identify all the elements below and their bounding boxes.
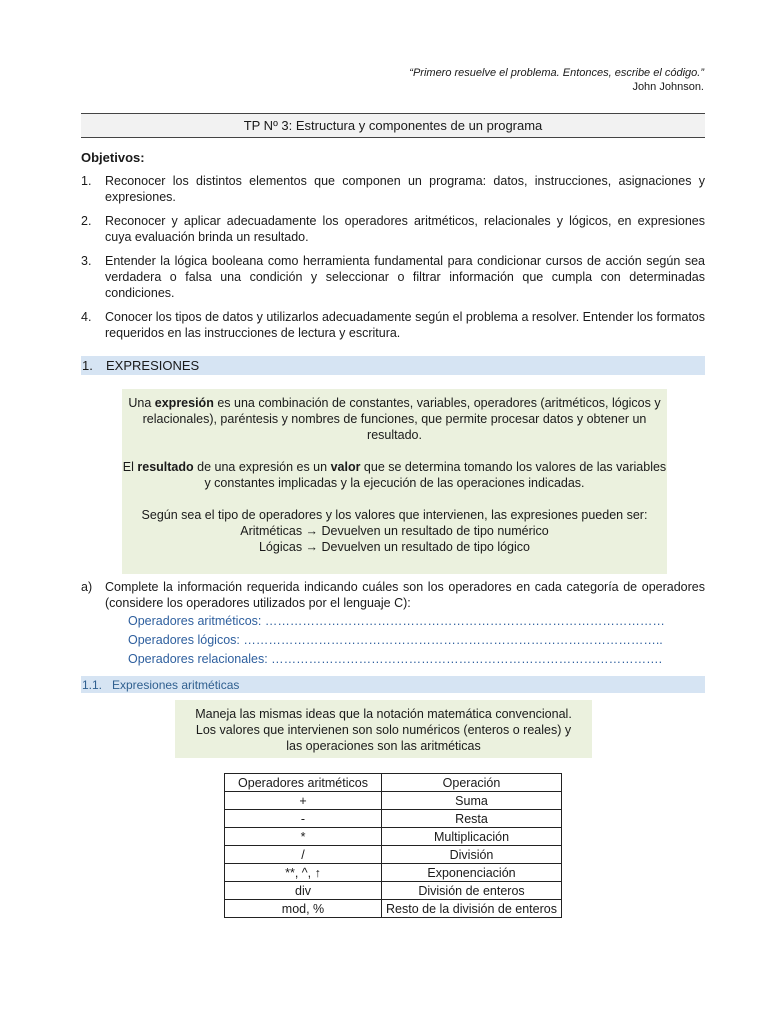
- table-row: [225, 864, 562, 882]
- logical-operators-line[interactable]: Operadores lógicos: ………………………………………………………………………………………..: [128, 633, 663, 647]
- text-span: El: [122, 460, 138, 474]
- table-row: [225, 810, 562, 828]
- operator-cell: +: [225, 792, 382, 810]
- types-intro: Según sea el tipo de operadores y los valores que intervienen, las expresiones pueden ser:: [141, 508, 648, 522]
- operator-cell: **, ^, ↑: [225, 864, 382, 882]
- list-item-number: 2.: [81, 214, 92, 228]
- definition-paragraph: [122, 395, 667, 443]
- section-title: EXPRESIONES: [106, 358, 200, 373]
- operation-cell: Resta: [382, 810, 562, 828]
- operator-cell: /: [225, 846, 382, 864]
- section-heading-expresiones: [81, 356, 705, 375]
- operation-cell: Resto de la división de enteros: [382, 900, 562, 918]
- list-item-text: Reconocer y aplicar adecuadamente los operadores aritméticos, relacionales y lógicos, en expresiones cuya evaluación brinda un resultado.: [105, 214, 705, 244]
- table-row: [225, 900, 562, 918]
- list-item: [81, 173, 705, 205]
- list-item-number: 4.: [81, 310, 92, 324]
- objectives-list: [81, 173, 705, 349]
- table-row: [225, 792, 562, 810]
- result-paragraph: [122, 459, 667, 491]
- list-item-text: Conocer los tipos de datos y utilizarlos adecuadamente según el problema a resolver. Entender los formatos requeridos en las instrucciones de lectura y escritura.: [105, 310, 705, 340]
- list-item: [81, 213, 705, 245]
- bold-term: valor: [330, 460, 361, 474]
- epigraph: [409, 66, 704, 94]
- text-span: que se determina tomando los valores de las variables y constantes implicadas y la ejecución de las operaciones indicadas.: [204, 460, 667, 490]
- list-item-number: 3.: [81, 254, 92, 268]
- operator-cell: div: [225, 882, 382, 900]
- operation-cell: División de enteros: [382, 882, 562, 900]
- column-header: Operadores aritméticos: [225, 774, 382, 792]
- operator-cell: mod, %: [225, 900, 382, 918]
- epigraph-quote: “Primero resuelve el problema. Entonces, escribe el código.”: [409, 67, 704, 79]
- operation-cell: División: [382, 846, 562, 864]
- list-item-number: 1.: [81, 174, 92, 188]
- operators-fill-lines: [128, 612, 665, 669]
- question-text: Complete la información requerida indicando cuáles son los operadores en cada categoría de operadores (considere los operadores utilizados por el lenguaje C):: [105, 580, 705, 610]
- list-item: [81, 253, 705, 301]
- table-header-row: [225, 774, 562, 792]
- operator-cell: *: [225, 828, 382, 846]
- table-row: [225, 882, 562, 900]
- section-title: Expresiones aritméticas: [112, 677, 240, 692]
- table-row: [225, 846, 562, 864]
- definition-box: [122, 389, 667, 574]
- description-line: Los valores que intervienen son solo numéricos (enteros o reales) y: [195, 723, 572, 737]
- table-row: [225, 828, 562, 846]
- column-header: Operación: [382, 774, 562, 792]
- arithmetic-description-box: [175, 700, 592, 758]
- relational-operators-line[interactable]: Operadores relacionales: ………………………………………………………………………………….: [128, 652, 663, 666]
- type-arithmetic: Aritméticas → Devuelven un resultado de tipo numérico: [240, 524, 549, 538]
- arithmetic-operators-table: [224, 773, 562, 918]
- type-logical: Lógicas → Devuelven un resultado de tipo lógico: [258, 540, 530, 554]
- subsection-heading-arithmetic: [81, 676, 705, 693]
- section-number: 1.: [82, 358, 93, 373]
- list-item-text: Reconocer los distintos elementos que componen un programa: datos, instrucciones, asignaciones y expresiones.: [105, 174, 705, 204]
- bold-term: expresión: [154, 396, 214, 410]
- section-number: 1.1.: [82, 677, 103, 692]
- bold-term: resultado: [137, 460, 194, 474]
- text-span: Una: [128, 396, 155, 410]
- text-span: es una combinación de constantes, variables, operadores (aritméticos, lógicos y relacionales), paréntesis y nombres de funciones, que permite procesar datos y obtener un resultado.: [142, 396, 661, 442]
- operation-cell: Multiplicación: [382, 828, 562, 846]
- document-title: TP Nº 3: Estructura y componentes de un programa: [81, 113, 705, 138]
- list-item: [81, 309, 705, 341]
- objectives-heading: Objetivos:: [81, 150, 145, 165]
- question-a: [81, 579, 705, 611]
- operator-cell: -: [225, 810, 382, 828]
- arithmetic-operators-line[interactable]: Operadores aritméticos: ……………………………………………………………………………………: [128, 614, 665, 628]
- operation-cell: Suma: [382, 792, 562, 810]
- description-line: Maneja las mismas ideas que la notación matemática convencional.: [195, 707, 572, 721]
- description-line: las operaciones son las aritméticas: [286, 739, 481, 753]
- question-letter: a): [81, 580, 93, 594]
- text-span: de una expresión es un: [193, 460, 331, 474]
- operation-cell: Exponenciación: [382, 864, 562, 882]
- epigraph-author: John Johnson.: [632, 81, 704, 93]
- list-item-text: Entender la lógica booleana como herramienta fundamental para condicionar cursos de acción según sea verdadera o falsa una condición y seleccionar o filtrar información que cumpla con determinadas condiciones.: [105, 254, 705, 300]
